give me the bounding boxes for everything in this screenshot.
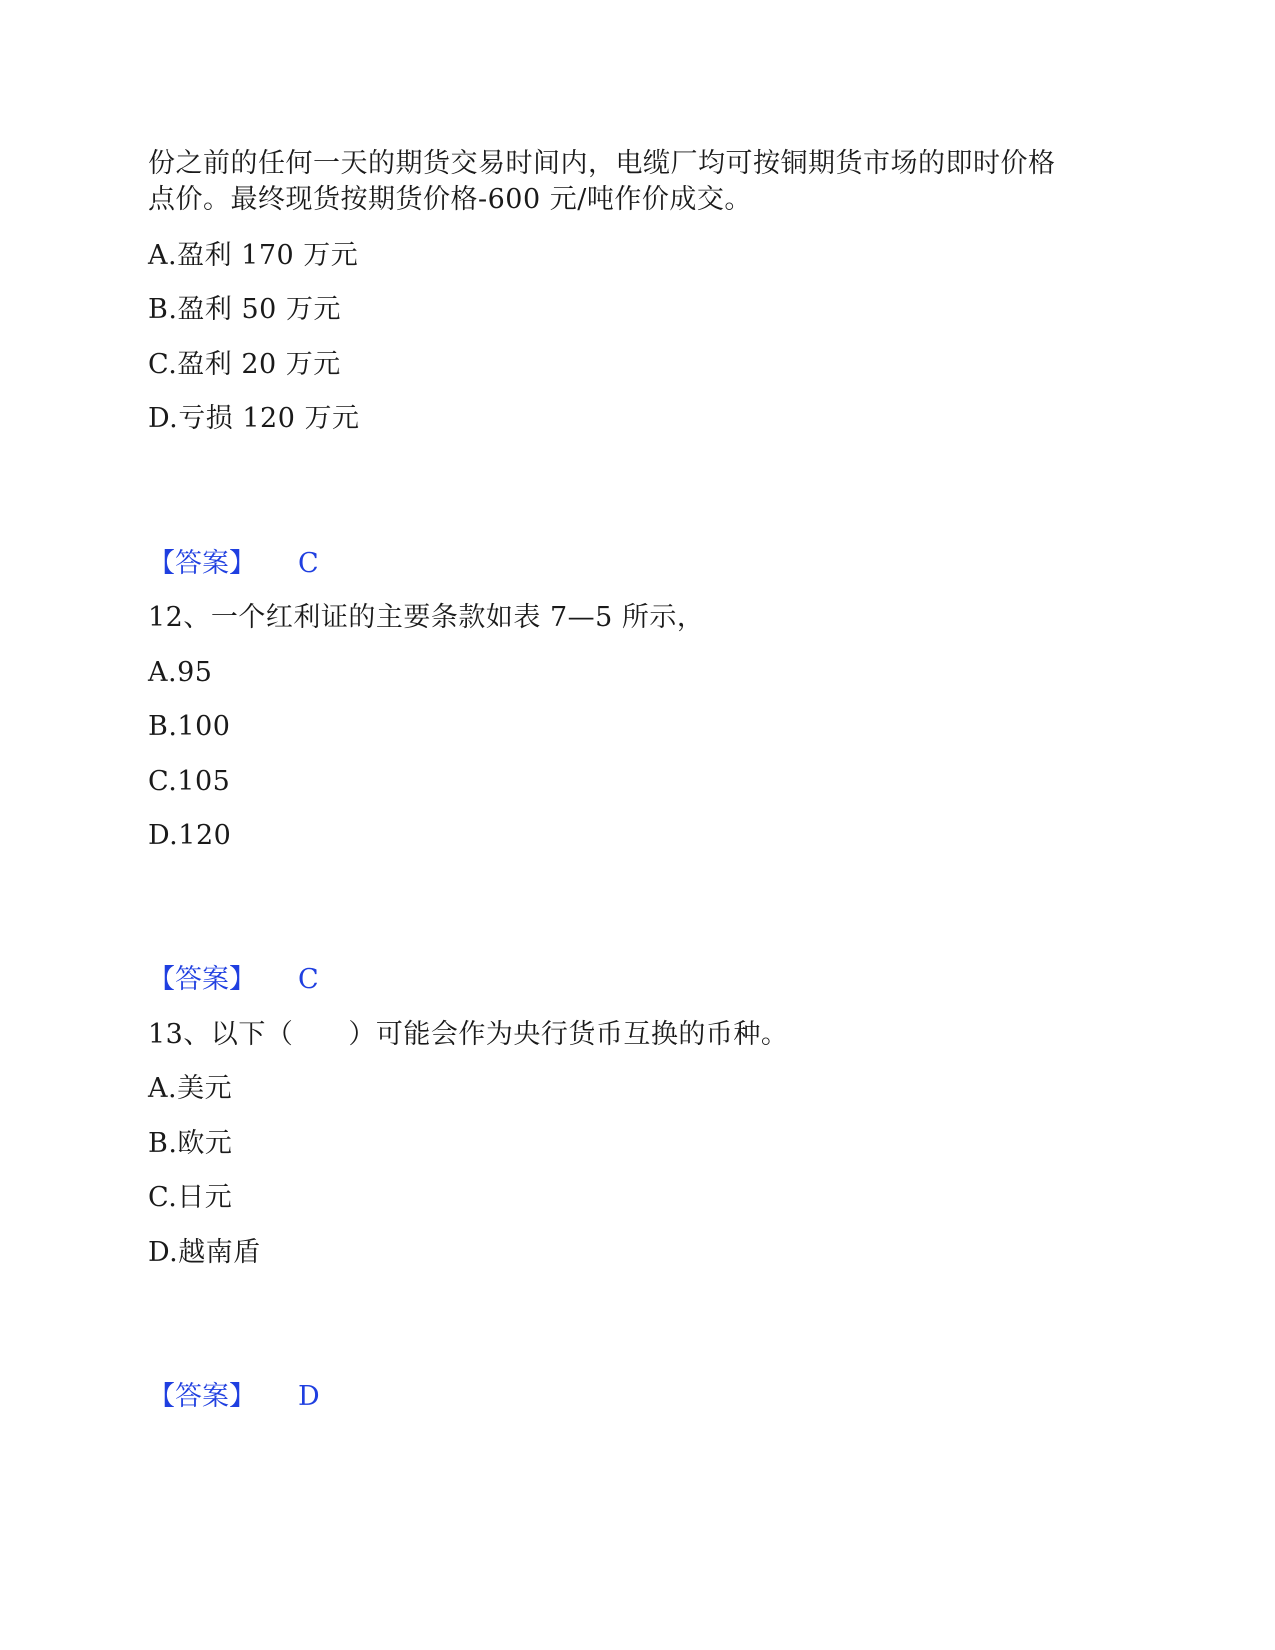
question-11-continuation-line-1: 份之前的任何一天的期货交易时间内，电缆厂均可按铜期货市场的即时价格 bbox=[148, 148, 1056, 179]
answer-value: D bbox=[298, 1381, 320, 1412]
question-12-option-d: D.120 bbox=[148, 820, 232, 851]
question-13-option-b: B.欧元 bbox=[148, 1128, 233, 1159]
question-13-answer bbox=[148, 1379, 320, 1415]
question-12-option-a: A.95 bbox=[148, 657, 213, 688]
question-11-option-a: A.盈利 170 万元 bbox=[148, 240, 359, 271]
question-13-option-d: D.越南盾 bbox=[148, 1237, 261, 1268]
answer-label: 【答案】 bbox=[148, 964, 256, 995]
question-13-option-c: C.日元 bbox=[148, 1182, 233, 1213]
answer-value: C bbox=[298, 548, 319, 579]
question-11-continuation-line-2: 点价。最终现货按期货价格-600 元/吨作价成交。 bbox=[148, 184, 752, 215]
question-11-option-b: B.盈利 50 万元 bbox=[148, 294, 341, 325]
question-11-answer bbox=[148, 546, 319, 582]
answer-value: C bbox=[298, 964, 319, 995]
question-12-option-c: C.105 bbox=[148, 766, 231, 797]
question-11-option-d: D.亏损 120 万元 bbox=[148, 403, 360, 434]
question-13-option-a: A.美元 bbox=[148, 1073, 233, 1104]
answer-label: 【答案】 bbox=[148, 548, 256, 579]
answer-label: 【答案】 bbox=[148, 1381, 256, 1412]
question-13-stem: 13、以下（ ）可能会作为央行货币互换的币种。 bbox=[148, 1019, 789, 1050]
question-11-option-c: C.盈利 20 万元 bbox=[148, 349, 341, 380]
question-12-option-b: B.100 bbox=[148, 711, 231, 742]
question-12-answer bbox=[148, 962, 319, 998]
question-12-stem: 12、一个红利证的主要条款如表 7—5 所示， bbox=[148, 602, 705, 633]
